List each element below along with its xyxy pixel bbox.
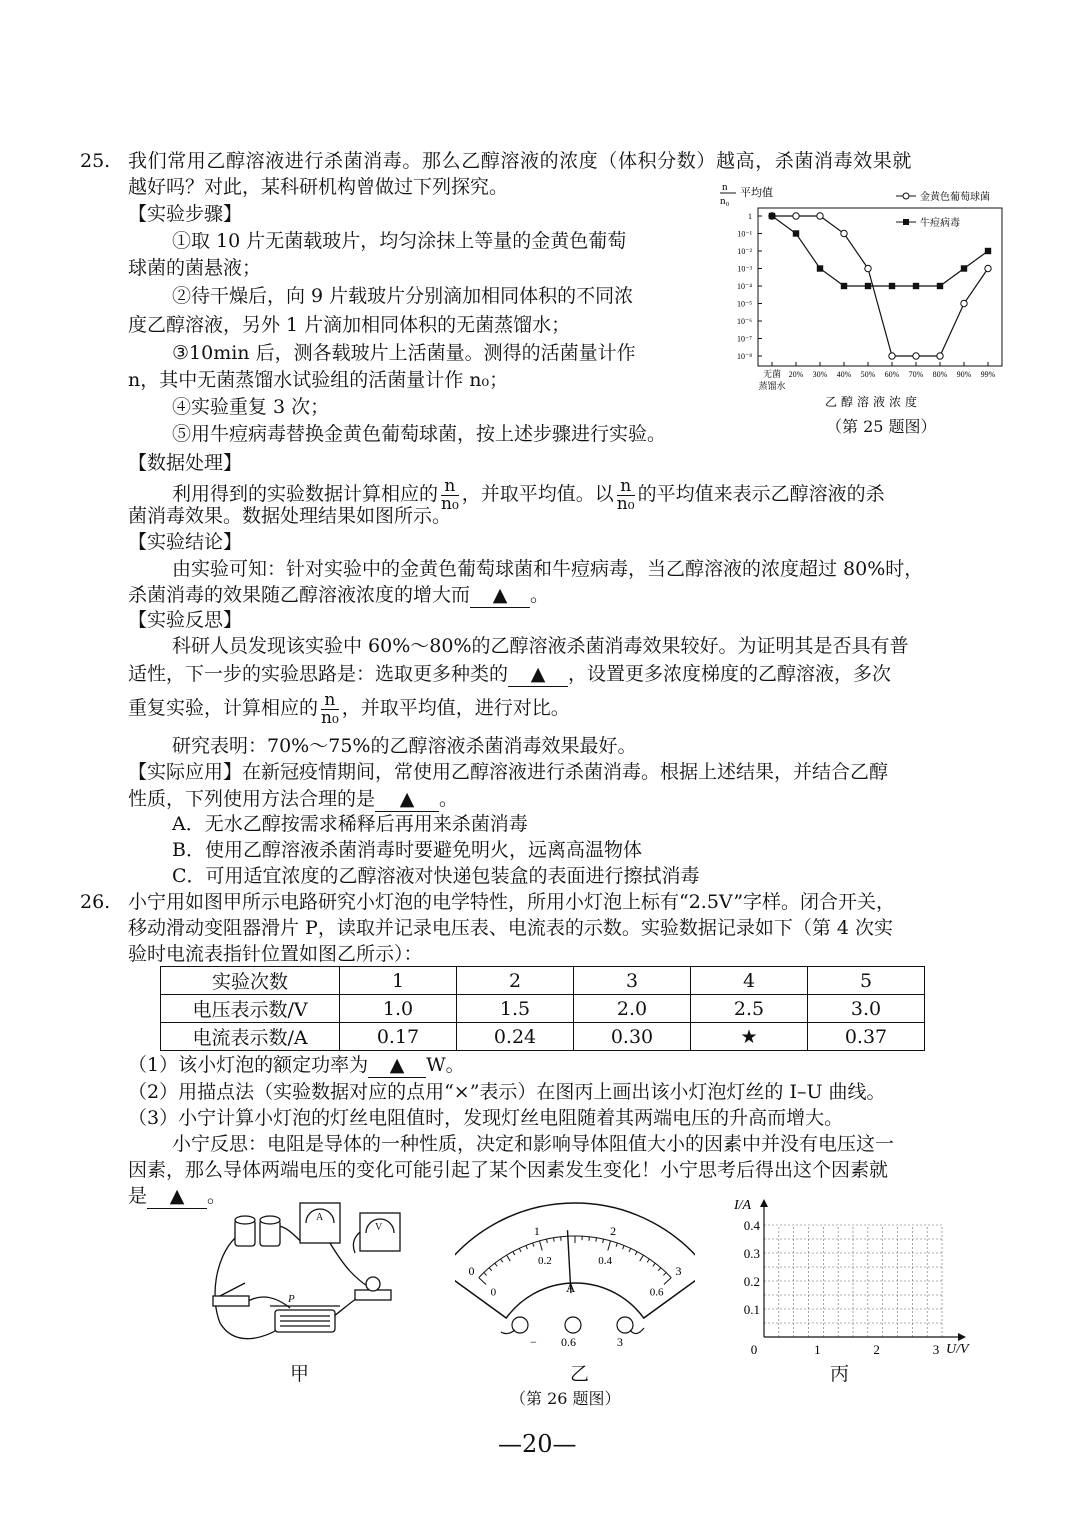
data-point (913, 353, 919, 359)
data-point (985, 248, 991, 254)
scale-tick (513, 1252, 515, 1256)
q25-line-chart (710, 178, 1025, 410)
circuit-diagram (205, 1198, 405, 1353)
battery-icon (235, 1216, 280, 1246)
x-tick-label: 80% (932, 370, 948, 379)
x-tick-label: 蒸馏水 (758, 381, 786, 391)
x-tick-label: 20% (788, 370, 804, 379)
q26-part1 (128, 1053, 465, 1078)
data-point (769, 213, 775, 219)
part1-text: （1）该小灯泡的额定功率为 (128, 1054, 369, 1076)
q25-data-heading: 【数据处理】 (128, 452, 243, 474)
table-cell: 电压表示数/V (161, 995, 340, 1023)
data-point (817, 265, 823, 271)
scale-tick (519, 1248, 521, 1252)
q25-steps-heading: 【实验步骤】 (128, 203, 243, 225)
scale-tick (484, 1273, 487, 1276)
q25-number: 25. (80, 150, 111, 172)
q26-line2: 移动滑动变阻器滑片 P，读取并记录电压表、电流表的示数。实验数据记录如下（第 4 次实 (128, 917, 893, 939)
table-cell: 0.24 (457, 1023, 574, 1051)
legend-label: 牛痘病毒 (920, 218, 960, 229)
reflection3-text: 是 (128, 1185, 148, 1207)
answer-blank[interactable] (147, 1184, 207, 1209)
scale-tick (640, 1255, 644, 1261)
outer-scale-label: 3 (675, 1263, 682, 1278)
q25-conclusion-heading: 【实验结论】 (128, 531, 243, 553)
scale-tick (507, 1255, 511, 1261)
scale-tick (501, 1259, 503, 1262)
reflection3-end: 。 (207, 1185, 227, 1207)
q25-reflection-line1: 科研人员发现该实验中 60%～80%的乙醇溶液杀菌消毒效果较好。为证明其是否具有普 (172, 635, 909, 657)
blank-triangle: ▲ (389, 1054, 405, 1076)
chart-y-label: 平均值 (740, 187, 773, 199)
q26-line3: 验时电流表指针位置如图乙所示）： (128, 943, 423, 965)
y-tick-label: 1 (748, 212, 752, 221)
q25-data-line2: 菌消毒效果。数据处理结果如图所示。 (128, 505, 452, 527)
table-cell: 实验次数 (161, 967, 340, 995)
grid-y-tick: 0.4 (743, 1218, 760, 1233)
grid-x-tick: 3 (932, 1342, 940, 1355)
q26-figure-caption: （第 26 题图） (510, 1389, 621, 1408)
q25-reflection-line3 (128, 688, 570, 728)
ammeter-unit-label: A (566, 1280, 576, 1295)
wire (215, 1238, 280, 1339)
reflection-text2: ，设置更多浓度梯度的乙醇溶液，多次 (568, 663, 892, 685)
switch-icon (213, 1283, 249, 1306)
data-point (793, 230, 799, 236)
conclusion-end: 。 (530, 584, 550, 606)
x-tick-label: 60% (884, 370, 900, 379)
q25-step5: ⑤用牛痘病毒替换金黄色葡萄球菌，按上述步骤进行实验。 (172, 423, 667, 445)
table-cell: 0.30 (574, 1023, 691, 1051)
q25-option-a[interactable]: A．无水乙醇按需求稀释后再用来杀菌消毒 (172, 813, 528, 835)
inner-scale-label: 0.2 (538, 1255, 552, 1268)
chart-y-frac-numerator: n (722, 181, 728, 193)
data-point (913, 283, 919, 289)
data-point (793, 213, 799, 219)
page-number: —20— (498, 1430, 577, 1458)
q26-part3: （3）小宁计算小灯泡的灯丝电阻值时，发现灯丝电阻随着其两端电压的升高而增大。 (128, 1107, 844, 1129)
x-tick-label: 70% (908, 370, 924, 379)
table-cell: 1 (340, 967, 457, 995)
q25-option-c[interactable]: C．可用适宜浓度的乙醇溶液对快递包装盒的表面进行擦拭消毒 (172, 865, 700, 887)
table-cell: 4 (691, 967, 808, 995)
q25-step1a: ①取 10 片无菌载玻片，均匀涂抹上等量的金黄色葡萄 (172, 230, 627, 252)
y-tick-label: 10⁻⁴ (736, 282, 752, 291)
data-line1-part1: 利用得到的实验数据计算相应的 (172, 483, 439, 505)
table-cell: 3 (574, 967, 691, 995)
ammeter-dial (455, 1200, 695, 1350)
grid-y-tick: 0.2 (743, 1274, 760, 1289)
legend-marker (903, 193, 909, 199)
table-header-row (161, 967, 925, 995)
data-line1-part2: ，并取平均值。以 (461, 483, 614, 505)
frac-numerator: n (321, 692, 339, 710)
x-tick-label: 99% (980, 370, 996, 379)
reflection-text3: 重复实验，计算相应的 (128, 697, 319, 719)
table-cell: 5 (808, 967, 925, 995)
grid-y-tick: 0.3 (743, 1246, 760, 1261)
table-cell: 1.0 (340, 995, 457, 1023)
scale-tick (603, 1239, 604, 1243)
y-tick-label: 10⁻⁵ (736, 299, 752, 309)
scale-tick (608, 1241, 611, 1251)
table-cell: 2 (457, 967, 574, 995)
grid-x-tick: 0 (750, 1342, 758, 1355)
y-tick-label: 10⁻³ (737, 264, 752, 274)
data-point (865, 265, 871, 271)
wire (501, 1330, 515, 1334)
scale-tick (596, 1238, 597, 1242)
scale-tick (658, 1268, 661, 1271)
scale-tick (629, 1248, 631, 1252)
rheostat-icon (270, 1293, 340, 1332)
data-line1-part3: 的平均值来表示乙醇溶液的杀 (637, 483, 885, 505)
dial-outline (455, 1203, 695, 1318)
inner-scale-label: 0.4 (598, 1255, 612, 1268)
chart-x-label: 乙醇溶液浓度 (825, 395, 922, 409)
q26-data-table (160, 966, 925, 1051)
x-axis-arrow (958, 1333, 966, 1341)
table-cell: 0.37 (808, 1023, 925, 1051)
terminal-06-label: 0.6 (561, 1335, 576, 1349)
x-tick-label: 50% (860, 370, 876, 379)
y-tick-label: 10⁻⁸ (736, 352, 752, 361)
q25-conclusion-line2 (128, 583, 549, 608)
inner-scale-label: 0.6 (649, 1286, 664, 1299)
blank-triangle: ▲ (492, 584, 508, 606)
q25-step3a: ③10min 后，测各载玻片上活菌量。测得的活菌量计作 (172, 342, 636, 364)
outer-scale-label: 0 (468, 1263, 475, 1278)
frac-denominator: n₀ (616, 493, 635, 514)
data-point (937, 283, 943, 289)
scale-tick (663, 1273, 666, 1276)
x-tick-label: 无菌 (762, 369, 782, 379)
data-point (817, 213, 823, 219)
application-end: 。 (439, 788, 459, 810)
y-tick-label: 10⁻¹ (737, 229, 752, 239)
table-cell: 1.5 (457, 995, 574, 1023)
frac-numerator: n (617, 478, 635, 496)
frac-denominator: n₀ (321, 707, 339, 728)
data-point (841, 230, 847, 236)
terminal-icon (565, 1317, 581, 1333)
chart-series (769, 213, 991, 359)
table-row (161, 995, 925, 1023)
voltmeter-unit: V (375, 1222, 383, 1233)
y-tick-label: 10⁻⁷ (736, 334, 752, 344)
scale-tick (540, 1241, 543, 1251)
q26-reflection1: 小宁反思：电阻是导体的一种性质，决定和影响导体阻值大小的因素中并没有电压这一 (172, 1133, 895, 1155)
grid-y-tick: 0.1 (743, 1302, 760, 1317)
q26-reflection2: 因素，那么导体两端电压的变化可能引起了某个因素发生变化！小宁思考后得出这个因素就 (128, 1159, 889, 1181)
x-tick-label: 40% (836, 370, 852, 379)
conclusion-text: 杀菌消毒的效果随乙醇溶液浓度的增大而 (128, 584, 471, 606)
legend-marker (903, 219, 909, 225)
y-tick-label: 10⁻² (737, 247, 752, 256)
x-tick-label: 90% (956, 370, 972, 379)
blank-triangle: ▲ (399, 788, 415, 810)
scale-tick (479, 1278, 486, 1285)
q25-figure-caption: （第 25 题图） (826, 417, 937, 436)
ammeter-unit: A (316, 1212, 324, 1223)
q25-step4: ④实验重复 3 次； (172, 396, 330, 418)
table-cell: 0.17 (340, 1023, 457, 1051)
data-point (865, 283, 871, 289)
inner-scale-label: 0 (490, 1286, 497, 1299)
scale-tick (495, 1263, 497, 1266)
q25-step2b: 度乙醇溶液，另外 1 片滴加相同体积的无菌蒸馏水； (128, 314, 571, 336)
answer-blank[interactable] (368, 1053, 426, 1078)
answer-blank[interactable] (508, 662, 568, 687)
q25-reflection-line4: 研究表明：70%～75%的乙醇溶液杀菌消毒效果最好。 (172, 735, 637, 757)
table-row (161, 1023, 925, 1051)
legend-label: 金黄色葡萄球菌 (920, 192, 990, 203)
ammeter-icon (300, 1203, 340, 1243)
table-cell: 电流表示数/A (161, 1023, 340, 1051)
q25-conclusion-line1: 由实验可知：针对实验中的金黄色葡萄球菌和牛痘病毒，当乙醇溶液的浓度超过 80%时， (172, 558, 924, 580)
scale-tick (554, 1238, 555, 1242)
reflection-text1: 适性，下一步的实验思路是：选取更多种类的 (128, 663, 509, 685)
answer-blank[interactable] (470, 583, 530, 608)
scale-tick (664, 1278, 671, 1285)
scale-tick (653, 1263, 655, 1266)
ammeter-terminals (501, 1317, 644, 1334)
y-axis-arrow (760, 1199, 768, 1207)
data-point (985, 265, 991, 271)
data-point (889, 283, 895, 289)
grid-x-tick: 2 (873, 1342, 880, 1355)
table-cell-star[interactable]: ★ (691, 1023, 808, 1051)
blank-triangle: ▲ (169, 1185, 185, 1207)
answer-blank[interactable] (375, 787, 439, 812)
q25-option-b[interactable]: B．使用乙醇溶液杀菌消毒时要避免明火，远离高温物体 (172, 839, 642, 861)
terminal-minus-label: − (530, 1335, 537, 1349)
q25-reflection-heading: 【实验反思】 (128, 609, 243, 631)
figure-label-yi: 乙 (570, 1363, 590, 1385)
scale-tick (635, 1252, 637, 1256)
scale-tick (526, 1245, 527, 1249)
chart-y-frac-denominator: n₀ (720, 195, 730, 207)
table-cell: 3.0 (808, 995, 925, 1023)
scale-tick (616, 1243, 617, 1247)
reflection-text4: ，并取平均值，进行对比。 (341, 697, 570, 719)
voltmeter-icon (360, 1213, 400, 1251)
fraction-n-over-n0 (321, 689, 339, 728)
data-point (841, 283, 847, 289)
q26-part2: （2）用描点法（实验数据对应的点用“×”表示）在图丙上画出该小灯泡灯丝的 I–U 曲线。 (128, 1081, 886, 1103)
scale-tick (623, 1245, 624, 1249)
frac-numerator: n (441, 478, 459, 496)
data-point (961, 265, 967, 271)
part1-unit: W。 (426, 1054, 465, 1076)
grid-x-label: U/V (946, 1342, 969, 1355)
q25-intro-line2: 越好吗？对此，某科研机构曾做过下列探究。 (128, 176, 509, 198)
grid-y-label: I/A (734, 1198, 752, 1213)
table-cell: 2.0 (574, 995, 691, 1023)
scale-tick (533, 1243, 534, 1247)
q25-application-line1: 【实际应用】在新冠疫情期间，常使用乙醇溶液进行杀菌消毒。根据上述结果，并结合乙醇 (128, 761, 889, 783)
q26-number: 26. (80, 891, 111, 913)
q25-step1b: 球菌的菌悬液； (128, 257, 262, 279)
frac-denominator: n₀ (441, 493, 459, 514)
fraction-n-over-n0 (616, 475, 635, 514)
figure-label-bing: 丙 (830, 1363, 850, 1385)
scale-tick (546, 1239, 547, 1243)
data-point (937, 353, 943, 359)
ammeter-frame (455, 1203, 695, 1318)
q25-application-line2 (128, 787, 458, 812)
chart-legend (896, 190, 990, 229)
slider-label: P (288, 1293, 295, 1305)
data-point (961, 300, 967, 306)
q25-step2a: ②待干燥后，向 9 片载玻片分别滴加相同体积的不同浓 (172, 285, 634, 307)
q25-intro-line1: 我们常用乙醇溶液进行杀菌消毒。那么乙醇溶液的浓度（体积分数）越高，杀菌消毒效果就 (128, 150, 913, 172)
scale-tick (489, 1268, 492, 1271)
q26-line1: 小宁用如图甲所示电路研究小灯泡的电学特性，所用小灯泡上标有“2.5V”字样。闭合开关， (128, 891, 896, 913)
outer-scale-label: 1 (533, 1224, 540, 1239)
y-tick-label: 10⁻⁶ (736, 317, 752, 326)
data-point (889, 353, 895, 359)
q25-step3b: n，其中无菌蒸馏水试验组的活菌量计作 n₀； (128, 369, 509, 391)
outer-scale-label: 2 (610, 1224, 617, 1239)
terminal-3-label: 3 (617, 1335, 623, 1349)
x-tick-label: 30% (812, 370, 828, 379)
scale-tick (647, 1259, 649, 1262)
iu-grid (730, 1195, 970, 1355)
figure-label-jia: 甲 (290, 1363, 310, 1385)
blank-triangle: ▲ (530, 663, 546, 685)
grid-x-tick: 1 (814, 1342, 821, 1355)
application-text: 性质，下列使用方法合理的是 (128, 788, 376, 810)
q25-reflection-line2 (128, 662, 891, 687)
table-cell: 2.5 (691, 995, 808, 1023)
